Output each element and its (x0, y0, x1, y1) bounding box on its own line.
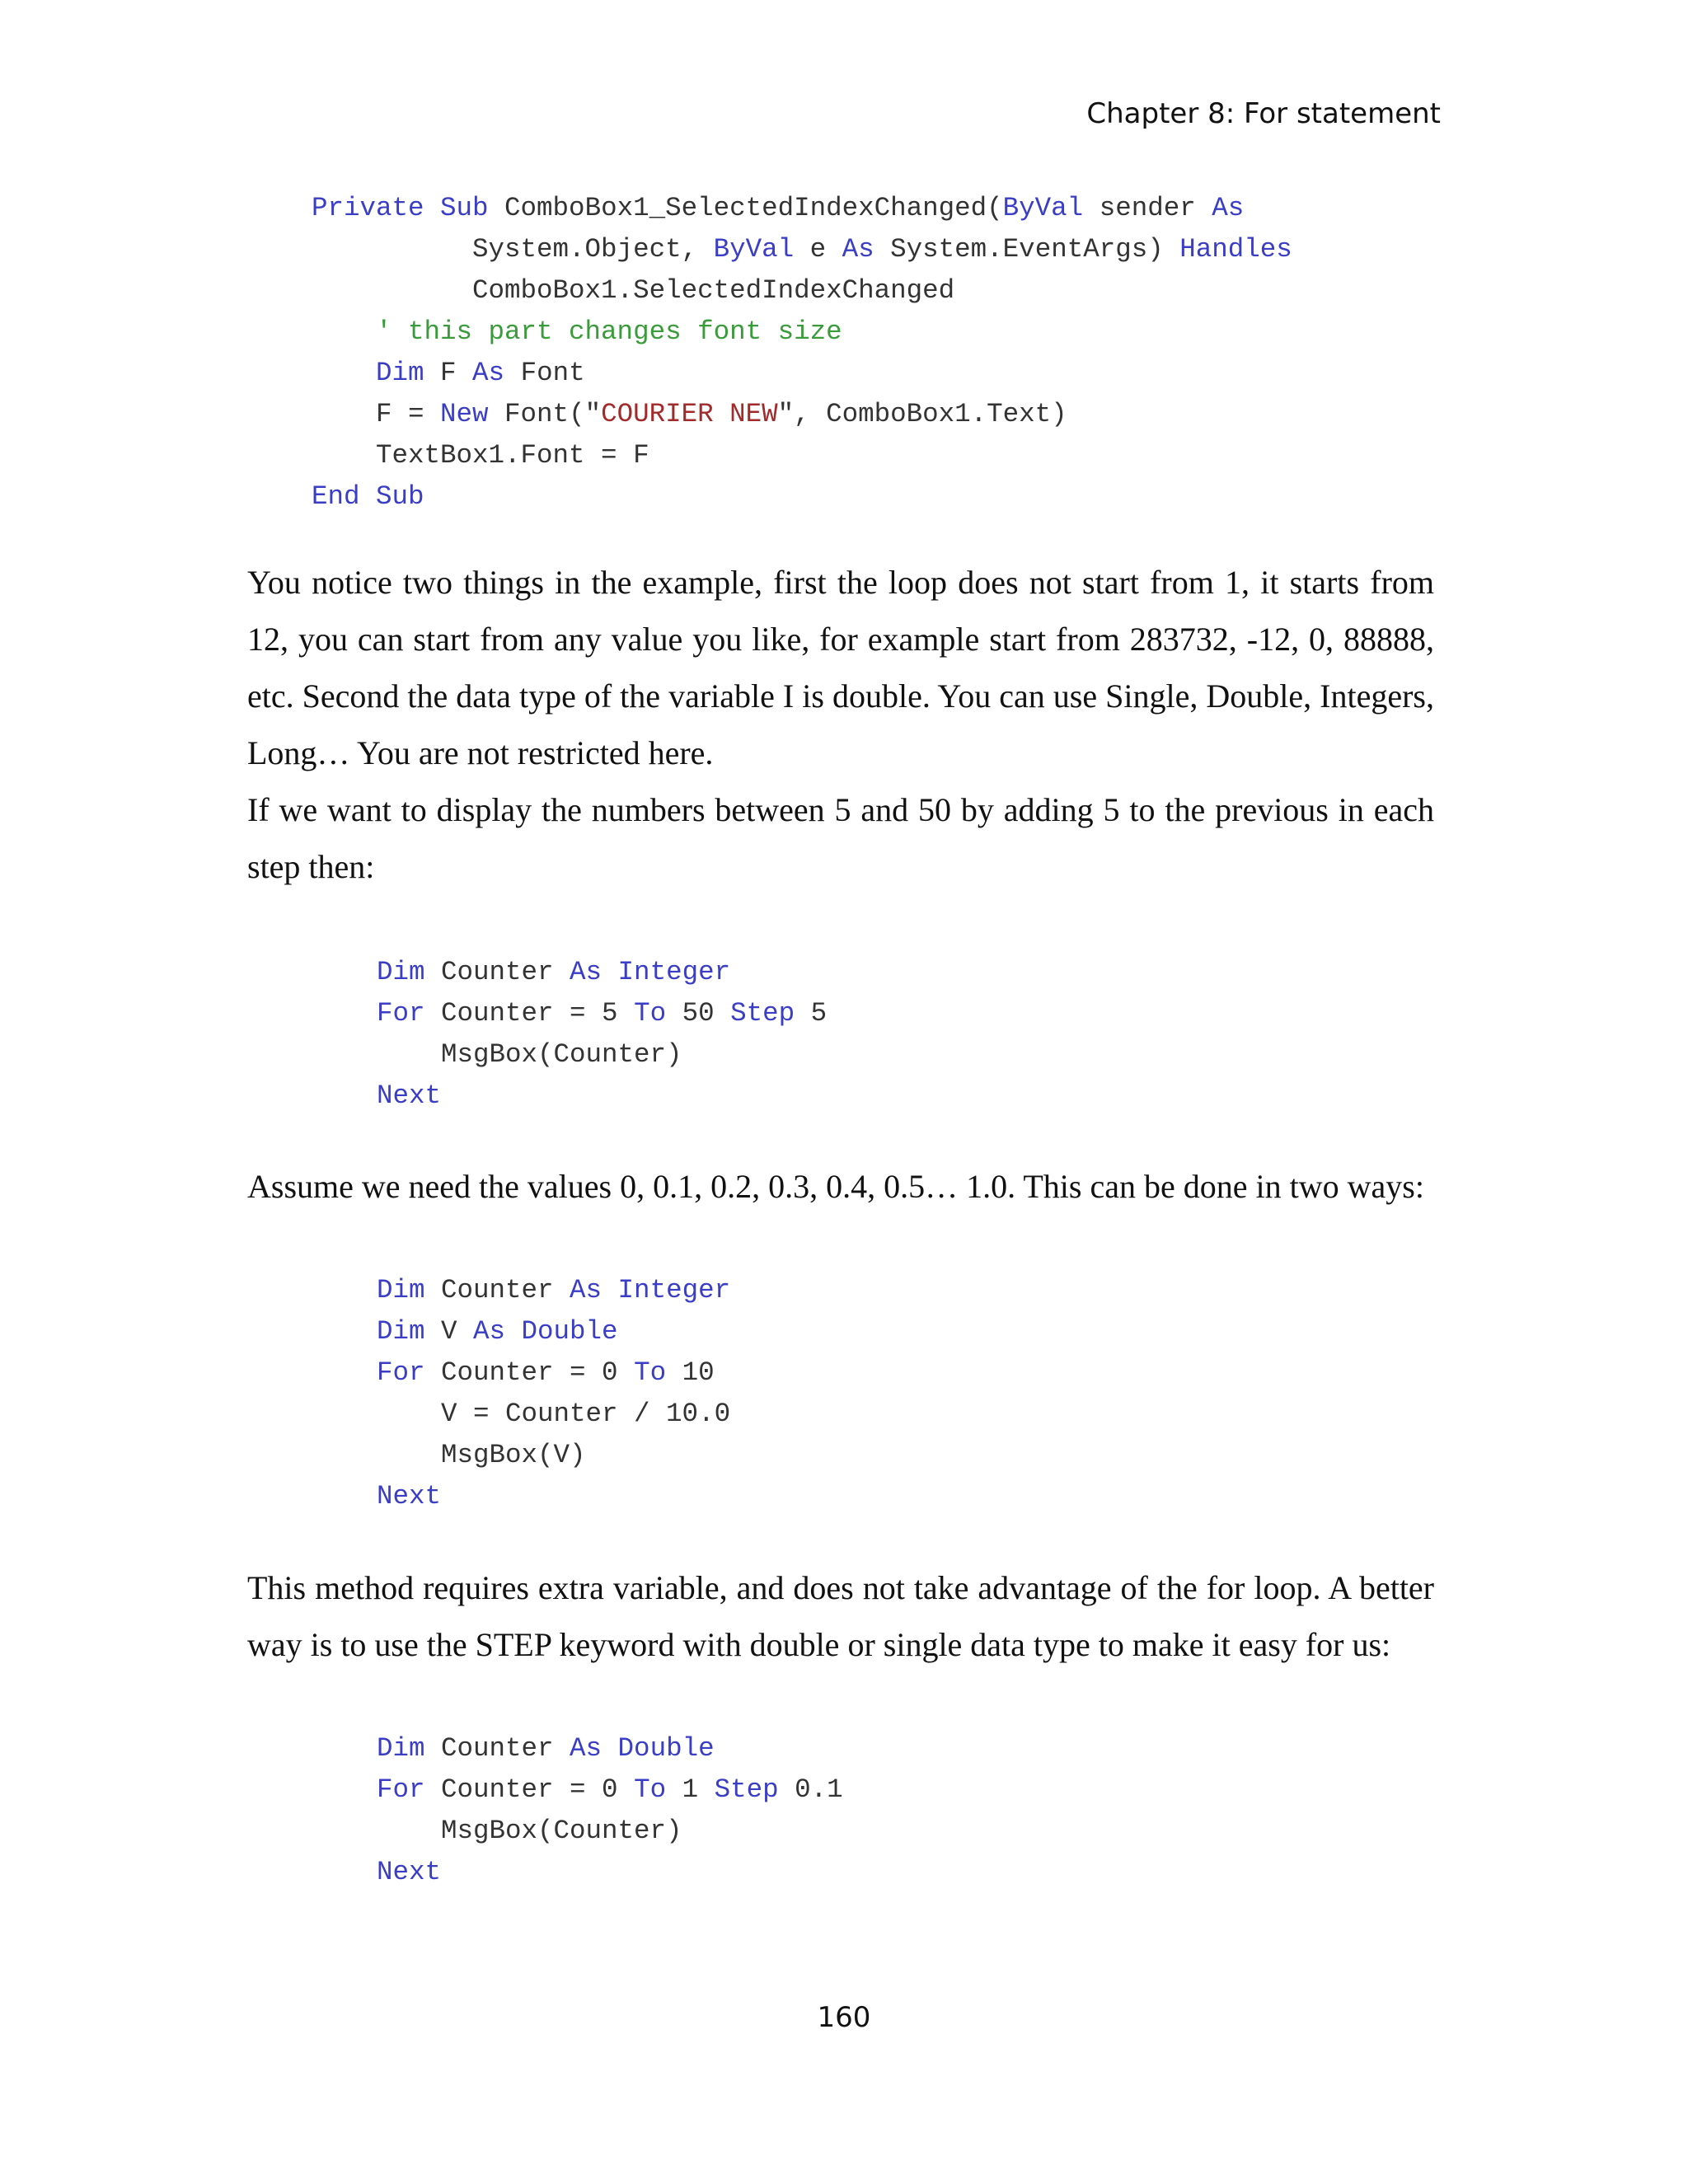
code-keyword: Step (730, 998, 795, 1029)
code-token: F = (312, 399, 441, 429)
code-line (377, 1769, 843, 1811)
code-line (377, 1728, 843, 1769)
code-line (377, 1034, 827, 1076)
code-keyword: For (377, 1357, 425, 1388)
code-line (377, 1311, 730, 1352)
code-keyword: For (377, 998, 425, 1029)
code-token: 1 (666, 1774, 715, 1805)
code-line (377, 1811, 843, 1852)
paragraph-decimal-values: Assume we need the values 0, 0.1, 0.2, 0.3, 0.4, 0.5… 1.0. This can be done in two ways: (247, 1168, 1424, 1205)
code-line (377, 952, 827, 993)
running-header: Chapter 8: For statement (1086, 97, 1441, 130)
code-keyword: To (634, 1774, 667, 1805)
code-keyword: As (472, 358, 505, 388)
code-line (312, 229, 1292, 270)
code-keyword: Next (377, 1080, 442, 1111)
code-token: MsgBox(Counter) (377, 1816, 682, 1846)
code-keyword: As Integer (570, 1275, 731, 1305)
code-token: e (794, 234, 842, 265)
code-keyword: Handles (1179, 234, 1292, 265)
code-line (312, 353, 1292, 394)
code-line (377, 1270, 730, 1311)
code-token: Counter (424, 1733, 570, 1764)
code-keyword: Next (377, 1857, 442, 1887)
paragraph-loop-notes: You notice two things in the example, first the loop does not start from 1, it starts from 12, you can start from any value you like, for example start from 283732, -12, 0, 88888, etc. Second the data type of the variable I is double. You can use Single, Double, Integers, Long… You are not restricted here. (247, 564, 1434, 771)
code-token (312, 358, 376, 388)
code-keyword: ByVal (1002, 193, 1084, 223)
code-keyword: As Integer (570, 957, 731, 987)
code-token: TextBox1.Font = F (312, 440, 649, 471)
code-token: Counter = 0 (424, 1774, 635, 1805)
code-line (377, 1394, 730, 1435)
code-keyword: Private Sub (312, 193, 505, 223)
code-keyword: ByVal (713, 234, 795, 265)
code-token: Counter = 5 (424, 998, 635, 1029)
code-token: 0.1 (778, 1774, 843, 1805)
code-line (312, 270, 1292, 312)
paragraph-step-intro: If we want to display the numbers between 5 and 50 by adding 5 to the previous in each step then: (247, 791, 1434, 885)
code-token: Font(" (488, 399, 602, 429)
code-token: Counter = 0 (424, 1357, 635, 1388)
code-keyword: Step (714, 1774, 779, 1805)
code-keyword: As Double (473, 1316, 618, 1347)
code-block-step-five (377, 952, 827, 1117)
code-block-step-decimal (377, 1728, 843, 1893)
code-string: COURIER NEW (601, 399, 778, 429)
code-token: Counter (424, 957, 570, 987)
code-line (377, 1852, 843, 1893)
code-keyword: End Sub (312, 481, 424, 512)
code-token: ComboBox1_SelectedIndexChanged( (504, 193, 1003, 223)
code-token: MsgBox(Counter) (377, 1039, 682, 1070)
code-line (312, 476, 1292, 518)
code-token: MsgBox(V) (377, 1440, 586, 1470)
code-line (377, 993, 827, 1034)
code-token: System.EventArgs) (874, 234, 1180, 265)
code-keyword: As (842, 234, 874, 265)
code-token: 50 (666, 998, 731, 1029)
code-block-divide-method (377, 1270, 730, 1517)
code-line (377, 1476, 730, 1517)
code-token: 5 (795, 998, 828, 1029)
code-comment: ' this part changes font size (312, 316, 842, 347)
code-keyword: Next (377, 1481, 442, 1511)
code-keyword: Dim (377, 957, 425, 987)
code-token: V (424, 1316, 474, 1347)
code-keyword: Dim (376, 358, 424, 388)
code-line (312, 394, 1292, 435)
code-line (377, 1076, 827, 1117)
page-number: 160 (817, 2001, 871, 2034)
code-token: ", ComboBox1.Text) (777, 399, 1067, 429)
code-token: 10 (666, 1357, 715, 1388)
code-line (377, 1352, 730, 1394)
code-keyword: Dim (377, 1316, 425, 1347)
code-keyword: Dim (377, 1733, 425, 1764)
code-token: F (424, 358, 473, 388)
code-block-combobox-handler (312, 188, 1292, 518)
code-keyword: As Double (570, 1733, 715, 1764)
code-line (312, 312, 1292, 353)
code-keyword: As (1212, 193, 1245, 223)
code-keyword: For (377, 1774, 425, 1805)
code-line (312, 188, 1292, 229)
code-token: Counter (424, 1275, 570, 1305)
code-token: ComboBox1.SelectedIndexChanged (312, 275, 955, 306)
code-token: Font (504, 358, 585, 388)
code-token: V = Counter / 10.0 (377, 1399, 731, 1429)
code-keyword: To (634, 998, 667, 1029)
code-token: sender (1083, 193, 1212, 223)
code-line (312, 435, 1292, 476)
code-line (377, 1435, 730, 1476)
code-token: System.Object, (312, 234, 714, 265)
code-keyword: To (634, 1357, 667, 1388)
code-keyword: Dim (377, 1275, 425, 1305)
code-keyword: New (440, 399, 489, 429)
paragraph-better-way: This method requires extra variable, and does not take advantage of the for loop. A better way is to use the STEP keyword with double or single data type to make it easy for us: (247, 1569, 1434, 1663)
